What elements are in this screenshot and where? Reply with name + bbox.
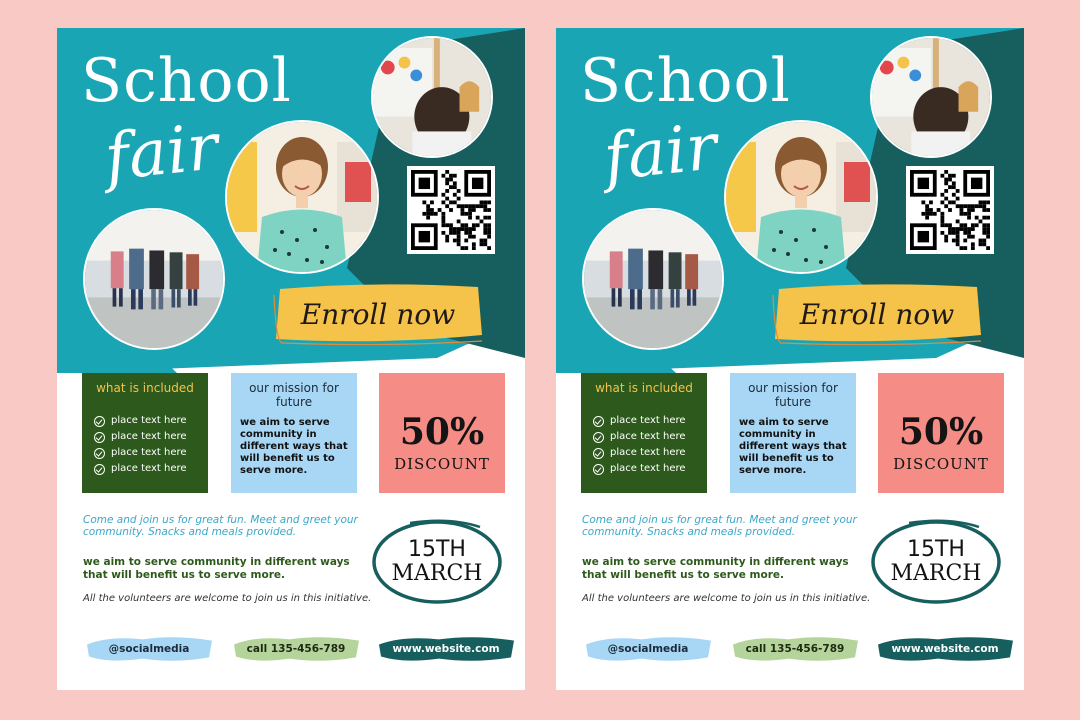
mission-paragraph: we aim to serve community in different ways that will benefit us to serve more.: [582, 556, 849, 581]
qr-code[interactable]: [407, 166, 495, 254]
title-school: School: [580, 46, 791, 116]
check-circle-icon: [94, 432, 105, 443]
website-pill[interactable]: [375, 634, 517, 664]
mission-box: [231, 373, 357, 493]
list-item-label: place text here: [610, 447, 686, 458]
included-box: [82, 373, 208, 493]
included-title: what is included: [595, 381, 693, 395]
check-circle-icon: [94, 416, 105, 427]
list-item: [94, 429, 187, 445]
social-label: @socialmedia: [108, 643, 190, 655]
list-item: [94, 461, 187, 477]
date-month: MARCH: [391, 561, 483, 586]
title-fair: fair: [101, 110, 222, 196]
date-month: MARCH: [890, 561, 982, 586]
social-pill[interactable]: [582, 634, 714, 664]
mission-text: we aim to serve community in different ways that will benefit us to serve more.: [739, 417, 847, 476]
mission-box: [730, 373, 856, 493]
discount-box: [878, 373, 1004, 493]
enroll-label: Enroll now: [300, 297, 456, 331]
intro-paragraph: Come and join us for great fun. Meet and greet your community. Snacks and meals provided.: [582, 514, 857, 538]
qr-code[interactable]: [906, 166, 994, 254]
list-item-label: place text here: [610, 415, 686, 426]
enroll-label: Enroll now: [799, 297, 955, 331]
discount-label: DISCOUNT: [394, 455, 490, 473]
list-item: [593, 461, 686, 477]
list-item: [593, 413, 686, 429]
phone-label: call 135-456-789: [246, 643, 346, 655]
discount-value: 50%: [399, 411, 485, 453]
mission-title: our mission for future: [748, 381, 838, 409]
discount-value: 50%: [898, 411, 984, 453]
photo-classroom: [870, 36, 992, 158]
mission-paragraph: we aim to serve community in different ways that will benefit us to serve more.: [83, 556, 350, 581]
included-box: [581, 373, 707, 493]
list-item: [94, 445, 187, 461]
volunteers-paragraph: All the volunteers are welcome to join us in this initiative.: [83, 593, 372, 604]
phone-pill[interactable]: [230, 634, 362, 664]
website-label: www.website.com: [392, 643, 500, 655]
list-item-label: place text here: [111, 415, 187, 426]
check-circle-icon: [593, 464, 604, 475]
included-list: [593, 413, 686, 477]
photo-students: [582, 208, 724, 350]
social-pill[interactable]: [83, 634, 215, 664]
included-title: what is included: [96, 381, 194, 395]
discount-box: [379, 373, 505, 493]
check-circle-icon: [94, 464, 105, 475]
date-day: 15TH: [907, 537, 965, 562]
phone-label: call 135-456-789: [745, 643, 845, 655]
list-item-label: place text here: [610, 431, 686, 442]
photo-girl: [225, 120, 379, 274]
enroll-button[interactable]: [272, 283, 484, 345]
list-item: [593, 429, 686, 445]
enroll-button[interactable]: [771, 283, 983, 345]
title-fair: fair: [600, 110, 721, 196]
photo-classroom: [371, 36, 493, 158]
flyer: [57, 28, 525, 690]
list-item-label: place text here: [111, 447, 187, 458]
included-list: [94, 413, 187, 477]
mission-title: our mission for future: [249, 381, 339, 409]
date-badge: [869, 515, 1003, 607]
intro-paragraph: Come and join us for great fun. Meet and greet your community. Snacks and meals provided.: [83, 514, 358, 538]
discount-label: DISCOUNT: [893, 455, 989, 473]
volunteers-paragraph: All the volunteers are welcome to join us in this initiative.: [582, 593, 871, 604]
photo-students: [83, 208, 225, 350]
photo-girl: [724, 120, 878, 274]
list-item-label: place text here: [111, 431, 187, 442]
website-pill[interactable]: [874, 634, 1016, 664]
check-circle-icon: [593, 416, 604, 427]
check-circle-icon: [593, 448, 604, 459]
title-school: School: [81, 46, 292, 116]
list-item-label: place text here: [111, 463, 187, 474]
date-badge: [370, 515, 504, 607]
website-label: www.website.com: [891, 643, 999, 655]
list-item-label: place text here: [610, 463, 686, 474]
mission-text: we aim to serve community in different ways that will benefit us to serve more.: [240, 417, 348, 476]
flyer: [556, 28, 1024, 690]
social-label: @socialmedia: [607, 643, 689, 655]
list-item: [593, 445, 686, 461]
check-circle-icon: [94, 448, 105, 459]
check-circle-icon: [593, 432, 604, 443]
phone-pill[interactable]: [729, 634, 861, 664]
date-day: 15TH: [408, 537, 466, 562]
list-item: [94, 413, 187, 429]
